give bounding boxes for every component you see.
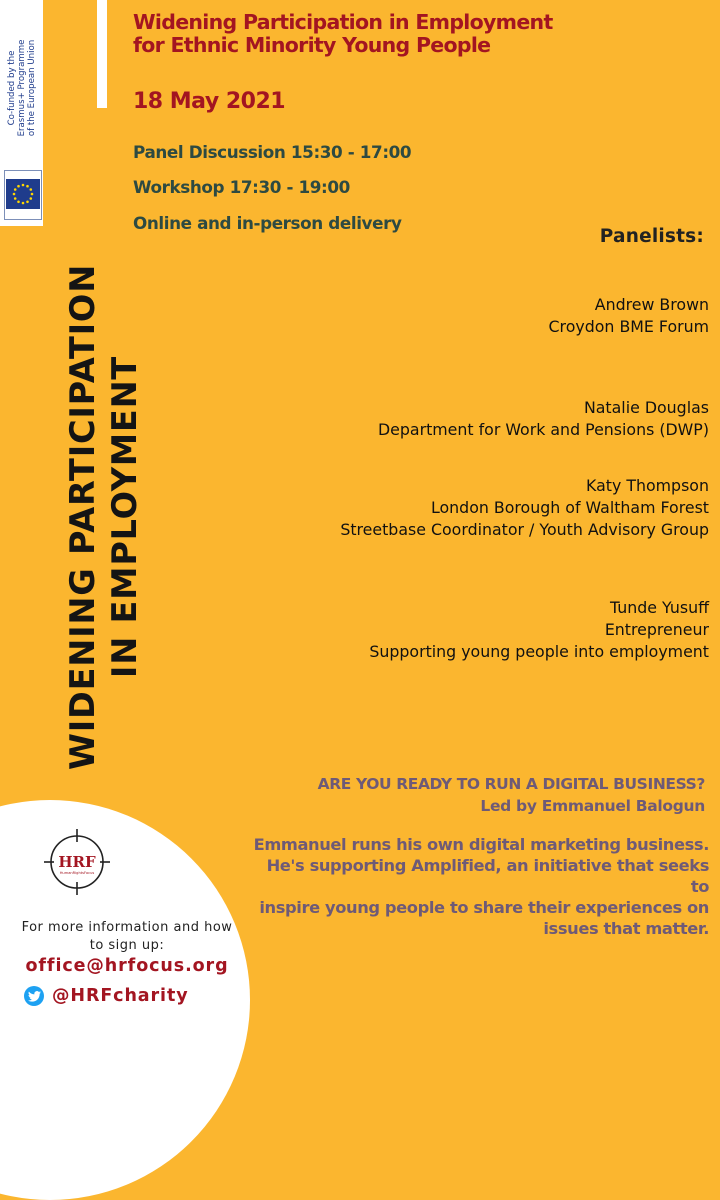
panelist-name: Natalie Douglas — [583, 398, 709, 417]
panel-discussion-time: Panel Discussion 15:30 - 17:00 — [133, 142, 412, 162]
twitter-handle[interactable]: @HRFcharity — [52, 986, 189, 1006]
hrf-logo-subtext: HumanRightsFocus — [59, 871, 95, 875]
vertical-title-line2: IN EMPLOYMENT — [105, 355, 144, 679]
eu-text-line: Erasmus+ Programme — [17, 39, 27, 137]
eu-cofunding-text — [2, 8, 42, 168]
eu-flag-icon — [4, 170, 42, 220]
eu-text-line: of the European Union — [27, 39, 37, 137]
panelist-entry — [378, 397, 709, 441]
business-description-line: He's supporting Amplified, an initiative that seeks to — [266, 856, 709, 896]
business-description-line: Emmanuel runs his own digital marketing business. — [253, 835, 709, 854]
business-heading: ARE YOU READY TO RUN A DIGITAL BUSINESS? — [317, 775, 705, 793]
eu-text-line: Co-funded by the — [7, 50, 17, 126]
workshop-time: Workshop 17:30 - 19:00 — [133, 177, 350, 197]
vertical-title-line1: WIDENING PARTICIPATION — [63, 263, 102, 771]
decorative-white-bar — [97, 0, 107, 108]
twitter-link[interactable] — [24, 983, 224, 1009]
hrf-logo-text: HRF — [58, 853, 96, 871]
contact-info-line: to sign up: — [89, 938, 165, 953]
event-title-line1: Widening Participation in Employment — [133, 10, 553, 34]
panelist-entry — [340, 475, 709, 541]
eu-cofunding-badge — [0, 0, 43, 226]
panelist-name: Tunde Yusuff — [609, 598, 709, 617]
event-date: 18 May 2021 — [133, 89, 286, 114]
panelists-heading: Panelists: — [599, 226, 704, 247]
event-title-line2: for Ethnic Minority Young People — [133, 33, 491, 57]
panelist-role: Streetbase Coordinator / Youth Advisory Group — [340, 520, 709, 539]
panelist-organisation: London Borough of Waltham Forest — [430, 498, 709, 517]
panelist-description: Supporting young people into employment — [369, 642, 709, 661]
twitter-bird-icon — [24, 986, 44, 1006]
panelist-entry — [549, 294, 709, 338]
delivery-mode: Online and in-person delivery — [133, 213, 402, 233]
panelist-organisation: Department for Work and Pensions (DWP) — [378, 420, 709, 439]
contact-email-link[interactable]: office@hrfocus.org — [25, 956, 229, 976]
contact-info-text — [8, 919, 246, 955]
business-description-line: issues that matter. — [543, 919, 709, 938]
vertical-title — [61, 262, 147, 772]
panelist-entry — [369, 597, 709, 663]
business-description-line: inspire young people to share their experiences on — [259, 898, 709, 917]
panelist-organisation: Croydon BME Forum — [548, 317, 709, 336]
hrf-logo[interactable] — [44, 829, 110, 895]
business-description — [249, 834, 709, 939]
business-lead: Led by Emmanuel Balogun — [480, 797, 705, 815]
panelist-name: Katy Thompson — [586, 476, 709, 495]
panelist-name: Andrew Brown — [594, 295, 709, 314]
contact-info-line: For more information and how — [21, 920, 233, 935]
panelist-role: Entrepreneur — [604, 620, 709, 639]
